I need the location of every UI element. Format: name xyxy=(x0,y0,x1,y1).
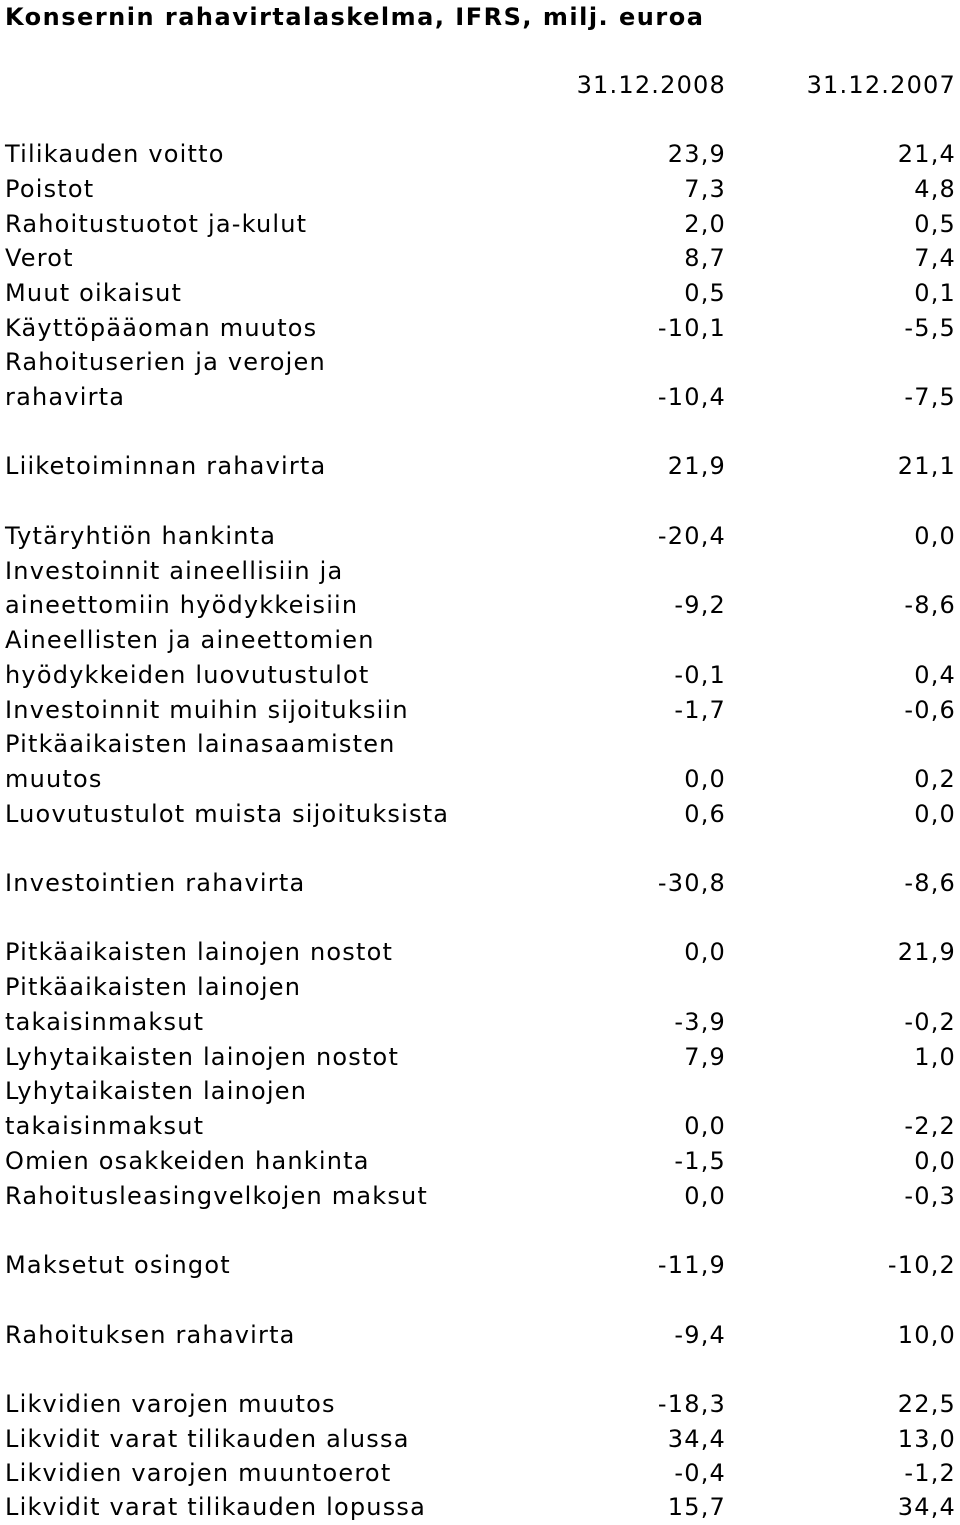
value-2008: -18,3 xyxy=(657,1390,726,1418)
value-2007: 0,0 xyxy=(914,1147,956,1175)
value-2007: 0,5 xyxy=(914,210,956,238)
table-row xyxy=(0,866,960,901)
table-row xyxy=(0,1074,960,1109)
value-2007: 4,8 xyxy=(914,175,956,203)
row-label: Likvidit varat tilikauden lopussa xyxy=(5,1493,427,1521)
table-row xyxy=(0,554,960,589)
table-row xyxy=(0,1248,960,1283)
value-2007: -2,2 xyxy=(904,1112,956,1140)
row-label: Luovutustulot muista sijoituksista xyxy=(5,800,450,828)
value-2008: 0,5 xyxy=(684,279,726,307)
value-2008: -10,4 xyxy=(657,383,726,411)
table-row xyxy=(0,1318,960,1353)
value-2008: 8,7 xyxy=(684,244,726,272)
row-label: Poistot xyxy=(5,175,95,203)
row-label: Verot xyxy=(5,244,74,272)
value-2008: 0,0 xyxy=(684,938,726,966)
table-row xyxy=(0,1179,960,1214)
value-2008: -1,5 xyxy=(674,1147,726,1175)
value-2008: 34,4 xyxy=(667,1425,726,1453)
value-2007: 0,0 xyxy=(914,800,956,828)
table-row xyxy=(0,658,960,693)
table-row xyxy=(0,241,960,276)
value-2008: -9,2 xyxy=(674,591,726,619)
table-row xyxy=(0,1456,960,1491)
row-label: Aineellisten ja aineettomien xyxy=(5,626,375,654)
row-label: aineettomiin hyödykkeisiin xyxy=(5,591,359,619)
column-header-2008: 31.12.2008 xyxy=(576,71,726,99)
value-2007: 13,0 xyxy=(897,1425,956,1453)
row-label: Pitkäaikaisten lainasaamisten xyxy=(5,730,396,758)
table-row xyxy=(0,172,960,207)
table-row xyxy=(0,588,960,623)
value-2008: -3,9 xyxy=(674,1008,726,1036)
table-row xyxy=(0,623,960,658)
value-2007: 21,9 xyxy=(897,938,956,966)
value-2008: -10,1 xyxy=(657,314,726,342)
value-2007: -0,6 xyxy=(904,696,956,724)
value-2008: 0,0 xyxy=(684,1112,726,1140)
row-label: Maksetut osingot xyxy=(5,1251,231,1279)
table-row xyxy=(0,1109,960,1144)
value-2007: 0,2 xyxy=(914,765,956,793)
value-2008: 0,0 xyxy=(684,765,726,793)
value-2008: -11,9 xyxy=(657,1251,726,1279)
row-label: Tytäryhtiön hankinta xyxy=(5,522,277,550)
row-label: Omien osakkeiden hankinta xyxy=(5,1147,370,1175)
column-header-row xyxy=(0,68,960,103)
row-label: hyödykkeiden luovutustulot xyxy=(5,661,370,689)
table-row xyxy=(0,345,960,380)
row-label: takaisinmaksut xyxy=(5,1112,205,1140)
value-2008: 0,6 xyxy=(684,800,726,828)
column-header-2007: 31.12.2007 xyxy=(806,71,956,99)
value-2008: -30,8 xyxy=(657,869,726,897)
table-row xyxy=(0,311,960,346)
value-2008: 23,9 xyxy=(667,140,726,168)
value-2008: 2,0 xyxy=(684,210,726,238)
table-row xyxy=(0,380,960,415)
table-row xyxy=(0,519,960,554)
value-2008: 15,7 xyxy=(667,1493,726,1521)
value-2007: 10,0 xyxy=(897,1321,956,1349)
row-label: Investointien rahavirta xyxy=(5,869,306,897)
table-row xyxy=(0,1005,960,1040)
value-2008: 7,9 xyxy=(684,1043,726,1071)
table-row xyxy=(0,207,960,242)
table-row xyxy=(0,935,960,970)
value-2007: -7,5 xyxy=(904,383,956,411)
row-label: Investoinnit aineellisiin ja xyxy=(5,557,344,585)
table-row xyxy=(0,797,960,832)
value-2008: -20,4 xyxy=(657,522,726,550)
table-row xyxy=(0,693,960,728)
value-2007: -5,5 xyxy=(904,314,956,342)
value-2007: 0,4 xyxy=(914,661,956,689)
row-label: muutos xyxy=(5,765,103,793)
value-2007: -10,2 xyxy=(887,1251,956,1279)
row-label: takaisinmaksut xyxy=(5,1008,205,1036)
value-2007: -0,2 xyxy=(904,1008,956,1036)
row-label: Pitkäaikaisten lainojen nostot xyxy=(5,938,394,966)
table-row xyxy=(0,1387,960,1422)
value-2008: 21,9 xyxy=(667,452,726,480)
table-row xyxy=(0,762,960,797)
row-label: Lyhytaikaisten lainojen nostot xyxy=(5,1043,400,1071)
value-2008: -0,4 xyxy=(674,1459,726,1487)
value-2007: 0,0 xyxy=(914,522,956,550)
value-2007: -8,6 xyxy=(904,869,956,897)
row-label: Tilikauden voitto xyxy=(5,140,225,168)
value-2007: -0,3 xyxy=(904,1182,956,1210)
table-row xyxy=(0,137,960,172)
row-label: Likvidien varojen muutos xyxy=(5,1390,336,1418)
value-2007: 0,1 xyxy=(914,279,956,307)
table-row xyxy=(0,1144,960,1179)
table-row xyxy=(0,449,960,484)
table-row xyxy=(0,970,960,1005)
value-2007: 21,4 xyxy=(897,140,956,168)
row-label: Likvidien varojen muuntoerot xyxy=(5,1459,392,1487)
value-2007: -8,6 xyxy=(904,591,956,619)
value-2007: 34,4 xyxy=(897,1493,956,1521)
row-label: Pitkäaikaisten lainojen xyxy=(5,973,302,1001)
value-2007: -1,2 xyxy=(904,1459,956,1487)
value-2008: -9,4 xyxy=(674,1321,726,1349)
value-2008: 7,3 xyxy=(684,175,726,203)
row-label: Liiketoiminnan rahavirta xyxy=(5,452,327,480)
value-2008: 0,0 xyxy=(684,1182,726,1210)
row-label: Rahoitustuotot ja-kulut xyxy=(5,210,308,238)
value-2007: 7,4 xyxy=(914,244,956,272)
value-2008: -1,7 xyxy=(674,696,726,724)
row-label: rahavirta xyxy=(5,383,126,411)
table-row xyxy=(0,1490,960,1525)
row-label: Likvidit varat tilikauden alussa xyxy=(5,1425,410,1453)
row-label: Muut oikaisut xyxy=(5,279,183,307)
row-label: Rahoitusleasingvelkojen maksut xyxy=(5,1182,429,1210)
row-label: Rahoituksen rahavirta xyxy=(5,1321,296,1349)
value-2007: 22,5 xyxy=(897,1390,956,1418)
row-label: Investoinnit muihin sijoituksiin xyxy=(5,696,409,724)
value-2007: 1,0 xyxy=(914,1043,956,1071)
table-row xyxy=(0,276,960,311)
table-row xyxy=(0,727,960,762)
table-row xyxy=(0,1040,960,1075)
value-2007: 21,1 xyxy=(897,452,956,480)
row-label: Rahoituserien ja verojen xyxy=(5,348,326,376)
table-row xyxy=(0,1422,960,1457)
row-label: Lyhytaikaisten lainojen xyxy=(5,1077,308,1105)
statement-title: Konsernin rahavirtalaskelma, IFRS, milj. euroa xyxy=(5,3,705,31)
value-2008: -0,1 xyxy=(674,661,726,689)
row-label: Käyttöpääoman muutos xyxy=(5,314,318,342)
